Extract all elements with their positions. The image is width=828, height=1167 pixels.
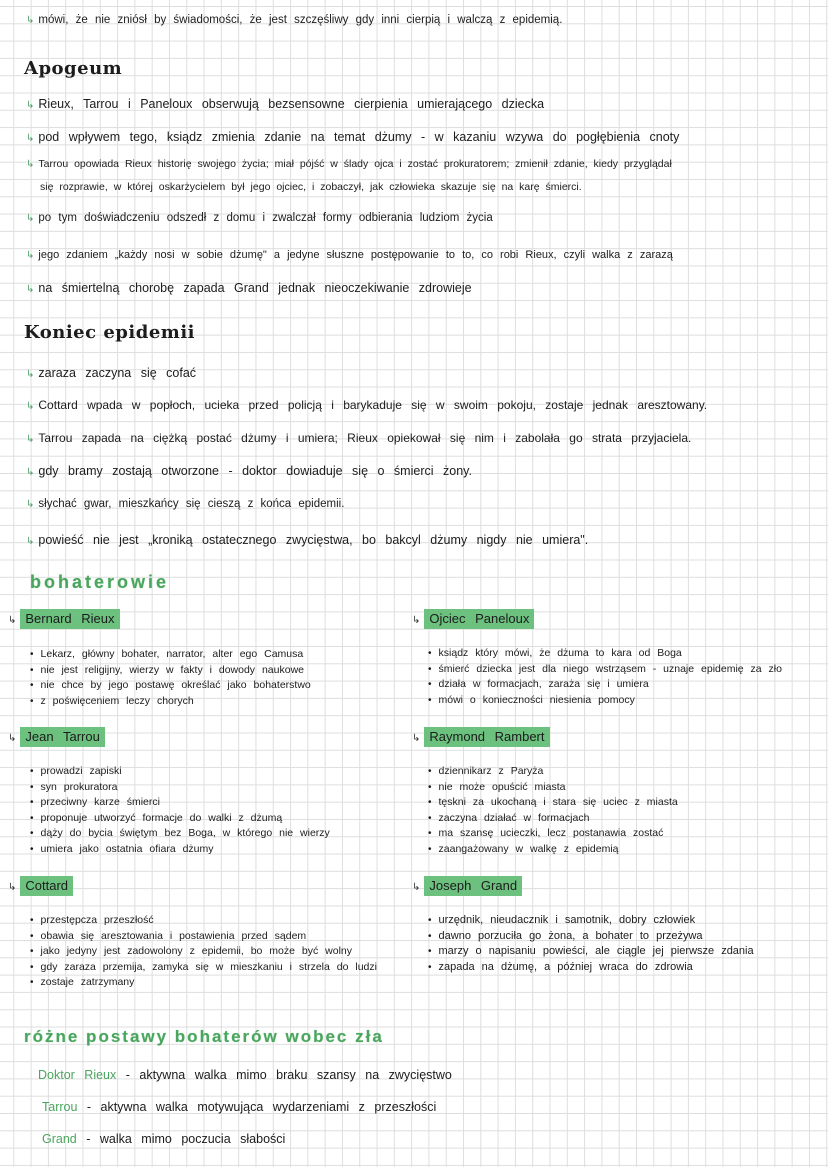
list-item: • tęskni za ukochaną i stara się uciec z miasta	[428, 795, 678, 811]
arrow-icon: ↳	[26, 467, 35, 478]
list-item: • nie chce by jego postawę określać jako bohaterstwo	[30, 678, 311, 694]
list-item: • prowadzi zapiski	[30, 764, 330, 780]
character-header	[412, 729, 550, 744]
postawa-item	[38, 1068, 452, 1082]
list-item: • ksiądz który mówi, że dżuma to kara od Boga	[428, 646, 782, 662]
koniec-item	[26, 497, 344, 512]
item-text: - walka mimo poczucia słabości	[86, 1132, 286, 1146]
item-text: Tarrou zapada na ciężką postać dżumy i umiera; Rieux opiekował się nim i zabolała go strata przyjaciela.	[38, 431, 692, 445]
item-text: - aktywna walka mimo braku szansy na zwycięstwo	[125, 1068, 452, 1082]
arrow-icon: ↳	[26, 133, 35, 144]
arrow-icon: ↳	[26, 250, 35, 261]
list-item: • nie może opuścić miasta	[428, 780, 678, 796]
list-item: • dawno porzuciła go żona, a bohater to przeżywa	[428, 929, 754, 945]
list-item: • marzy o napisaniu powieści, ale ciągle jej pierwsze zdania	[428, 944, 754, 960]
character-name: Grand	[42, 1132, 77, 1146]
list-item: • umiera jako ostatnia ofiara dżumy	[30, 842, 330, 858]
apogeum-item	[26, 157, 672, 172]
koniec-item	[26, 366, 196, 382]
character-facts	[428, 646, 782, 708]
arrow-icon: ↳	[26, 213, 35, 224]
list-item: • obawia się aresztowania i postawienia przed sądem	[30, 929, 377, 945]
character-name: Cottard	[20, 876, 73, 896]
item-text: Rieux, Tarrou i Paneloux obserwują bezsensowne cierpienia umierającego dziecka	[38, 97, 545, 111]
postawa-item	[42, 1100, 436, 1114]
list-item: • zapada na dżumę, a później wraca do zdrowia	[428, 960, 754, 976]
intro-text: mówi, że nie zniósł by świadomości, że jest szczęśliwy gdy inni cierpią i walczą z epidemią.	[38, 14, 563, 26]
character-header	[8, 878, 73, 893]
apogeum-item	[26, 97, 544, 113]
apogeum-item	[26, 211, 493, 226]
list-item: • śmierć dziecka jest dla niego wstrząsem - uznaje epidemię za zło	[428, 662, 782, 678]
arrow-icon: ↳	[26, 536, 35, 547]
arrow-icon: ↳	[8, 882, 17, 893]
list-item: • przeciwny karze śmierci	[30, 795, 330, 811]
list-item: • nie jest religijny, wierzy w fakty i dowody naukowe	[30, 663, 311, 679]
arrow-icon: ↳	[412, 882, 421, 893]
list-item: • jako jedyny jest zadowolony z epidemii, bo może być wolny	[30, 944, 377, 960]
list-item: • Lekarz, główny bohater, narrator, alter ego Camusa	[30, 647, 311, 663]
character-header	[8, 611, 120, 626]
item-text: Cottard wpada w popłoch, ucieka przed policją i barykaduje się w swoim pokoju, zostaje jednak aresztowany.	[38, 398, 708, 412]
character-name: Ojciec Paneloux	[424, 609, 534, 629]
character-name: Joseph Grand	[424, 876, 522, 896]
item-text: - aktywna walka motywująca wydarzeniami z przeszłości	[86, 1100, 437, 1114]
list-item: • gdy zaraza przemija, zamyka się w mieszkaniu i strzela do ludzi	[30, 960, 377, 976]
list-item: • zostaje zatrzymany	[30, 975, 377, 991]
arrow-icon: ↳	[26, 159, 35, 170]
item-text: słychać gwar, mieszkańcy się cieszą z końca epidemii.	[38, 498, 345, 510]
character-facts	[428, 764, 678, 858]
postawa-item	[42, 1132, 285, 1146]
list-item: • przestępcza przeszłość	[30, 913, 377, 929]
item-text: na śmiertelną chorobę zapada Grand jednak nieoczekiwanie zdrowieje	[38, 281, 472, 295]
item-text: jego zdaniem „każdy nosi w sobie dżumę" a jedyne słuszne postępowanie to to, co robi Rieux, czyli walka z zarazą	[38, 249, 673, 261]
list-item: • ma szansę ucieczki, lecz postanawia zostać	[428, 826, 678, 842]
arrow-icon: ↳	[26, 499, 35, 510]
koniec-item	[26, 533, 588, 549]
arrow-icon: ↳	[26, 284, 35, 295]
character-name: Jean Tarrou	[20, 727, 104, 747]
character-facts	[30, 913, 377, 991]
section-title-postawy: różne postawy bohaterów wobec zła	[24, 1027, 384, 1046]
arrow-icon: ↳	[26, 15, 35, 26]
list-item: • zaangażowany w walkę z epidemią	[428, 842, 678, 858]
list-item: • mówi o konieczności niesienia pomocy	[428, 693, 782, 709]
character-name: Bernard Rieux	[20, 609, 119, 629]
apogeum-item	[26, 130, 679, 146]
arrow-icon: ↳	[412, 615, 421, 626]
arrow-icon: ↳	[26, 401, 35, 412]
character-facts	[30, 764, 330, 858]
item-text: powieść nie jest „kroniką ostatecznego zwycięstwa, bo bakcyl dżumy nigdy nie umiera".	[38, 533, 589, 547]
apogeum-item	[26, 281, 472, 297]
character-name: Tarrou	[42, 1100, 78, 1114]
list-item: • urzędnik, nieudacznik i samotnik, dobry człowiek	[428, 913, 754, 929]
item-text: pod wpływem tego, ksiądz zmienia zdanie na temat dżumy - w kazaniu wzywa do pogłębienia cnoty	[38, 130, 680, 144]
character-header	[8, 729, 105, 744]
item-text: zaraza zaczyna się cofać	[38, 366, 197, 380]
character-name: Doktor Rieux	[38, 1068, 117, 1082]
character-header	[412, 611, 534, 626]
section-title-apogeum: Apogeum	[24, 58, 123, 79]
list-item: • dąży do bycia świętym bez Boga, w którego nie wierzy	[30, 826, 330, 842]
intro-line	[26, 13, 562, 28]
arrow-icon: ↳	[8, 733, 17, 744]
character-name: Raymond Rambert	[424, 727, 549, 747]
arrow-icon: ↳	[26, 434, 35, 445]
list-item: • zaczyna działać w formacjach	[428, 811, 678, 827]
section-title-bohaterowie: bohaterowie	[30, 572, 170, 592]
item-text: Tarrou opowiada Rieux historię swojego życia; miał pójść w ślady ojca i zostać prokuratorem; zmienił zdanie, kiedy przyglądał	[38, 158, 672, 170]
list-item: • syn prokuratora	[30, 780, 330, 796]
list-item: • działa w formacjach, zaraża się i umiera	[428, 677, 782, 693]
arrow-icon: ↳	[26, 100, 35, 111]
character-facts	[30, 647, 311, 709]
koniec-item	[26, 464, 472, 480]
koniec-item	[26, 398, 707, 414]
item-text: po tym doświadczeniu odszedł z domu i zwalczał formy odbierania ludziom życia	[38, 212, 493, 224]
apogeum-item-cont: się rozprawie, w której oskarżycielem był jego ojciec, i zobaczył, jak człowieka skazuje się na karę śmierci.	[40, 181, 582, 193]
koniec-item	[26, 431, 691, 447]
list-item: • z poświęceniem leczy chorych	[30, 694, 311, 710]
arrow-icon: ↳	[412, 733, 421, 744]
apogeum-item	[26, 248, 673, 263]
list-item: • proponuje utworzyć formacje do walki z dżumą	[30, 811, 330, 827]
character-header	[412, 878, 522, 893]
arrow-icon: ↳	[8, 615, 17, 626]
item-text: gdy bramy zostają otworzone - doktor dowiaduje się o śmierci żony.	[38, 464, 472, 478]
list-item: • dziennikarz z Paryża	[428, 764, 678, 780]
section-title-koniec: Koniec epidemii	[24, 322, 195, 343]
character-facts	[428, 913, 754, 975]
arrow-icon: ↳	[26, 369, 35, 380]
